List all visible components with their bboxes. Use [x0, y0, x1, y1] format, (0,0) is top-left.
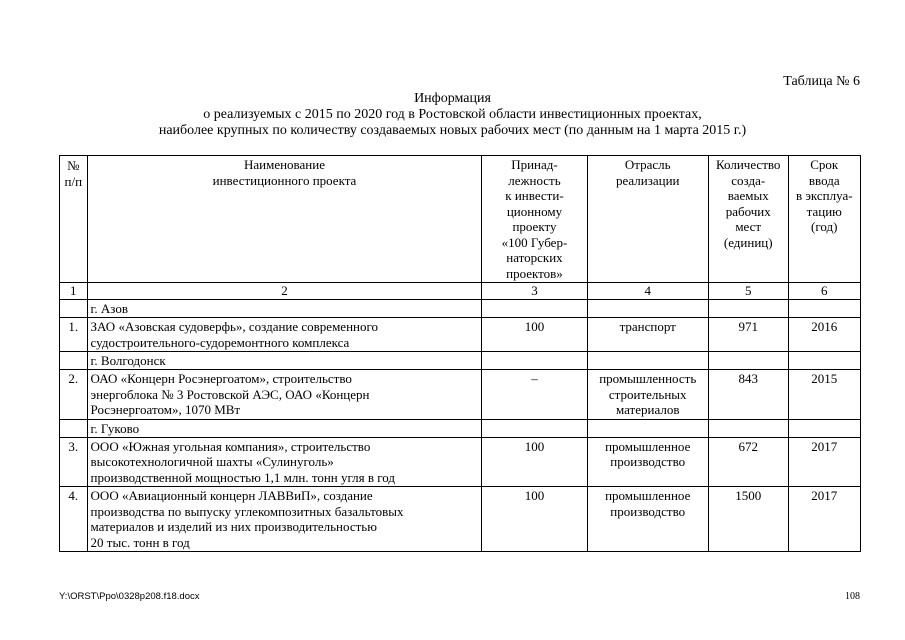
- investment-projects-table: [59, 155, 861, 552]
- table-row: [60, 437, 861, 487]
- header-belonging: Принад- лежность к инвести- ционному проекту «100 Губер- наторских проектов»: [482, 156, 587, 283]
- table-header-row: [60, 156, 861, 283]
- belonging-value: –: [482, 370, 587, 420]
- empty-cell: [708, 419, 788, 437]
- project-name: ОАО «Концерн Росэнергоатом», строительство энергоблока № 3 Ростовской АЭС, ОАО «Концерн Росэнергоатом», 1070 МВт: [87, 370, 482, 420]
- header-jobs: Количество созда- ваемых рабочих мест (единиц): [708, 156, 788, 283]
- column-number: 3: [482, 283, 587, 300]
- branch-value: промышленность строительных материалов: [587, 370, 708, 420]
- project-name: ООО «Авиационный концерн ЛАВВиП», создание производства по выпуску углекомпозитных базальтовых материалов и изделий из них производительностью 20 тыс. тонн в год: [87, 487, 482, 552]
- header-term: Срок ввода в эксплуа- тацию (год): [788, 156, 860, 283]
- column-number: 1: [60, 283, 88, 300]
- table-number-label: Таблица № 6: [783, 74, 860, 89]
- header-number: № п/п: [60, 156, 88, 283]
- column-number: 4: [587, 283, 708, 300]
- project-name: ООО «Южная угольная компания», строительство высокотехнологичной шахты «Сулинуголь» производственной мощностью 1,1 млн. тонн угля в год: [87, 437, 482, 487]
- term-value: 2017: [788, 437, 860, 487]
- term-value: 2016: [788, 318, 860, 352]
- empty-cell: [587, 419, 708, 437]
- empty-cell: [482, 419, 587, 437]
- footer-page-number: 108: [845, 591, 860, 602]
- jobs-value: 1500: [708, 487, 788, 552]
- project-name: ЗАО «Азовская судоверфь», создание современного судостроительного-судоремонтного комплекса: [87, 318, 482, 352]
- column-number: 6: [788, 283, 860, 300]
- column-number: 2: [87, 283, 482, 300]
- empty-cell: [788, 352, 860, 370]
- row-number: 2.: [60, 370, 88, 420]
- table-row: [60, 370, 861, 420]
- city-name: г. Азов: [87, 300, 482, 318]
- city-row: [60, 419, 861, 437]
- document-heading: [0, 91, 905, 139]
- jobs-value: 843: [708, 370, 788, 420]
- column-numbers-row: [60, 283, 861, 300]
- city-name: г. Волгодонск: [87, 352, 482, 370]
- jobs-value: 971: [708, 318, 788, 352]
- belonging-value: 100: [482, 437, 587, 487]
- jobs-value: 672: [708, 437, 788, 487]
- term-value: 2015: [788, 370, 860, 420]
- empty-cell: [587, 352, 708, 370]
- empty-cell: [60, 352, 88, 370]
- empty-cell: [482, 300, 587, 318]
- empty-cell: [708, 300, 788, 318]
- branch-value: промышленное производство: [587, 437, 708, 487]
- city-name: г. Гуково: [87, 419, 482, 437]
- row-number: 4.: [60, 487, 88, 552]
- empty-cell: [587, 300, 708, 318]
- branch-value: промышленное производство: [587, 487, 708, 552]
- column-number: 5: [708, 283, 788, 300]
- header-branch: Отрасль реализации: [587, 156, 708, 283]
- empty-cell: [60, 300, 88, 318]
- belonging-value: 100: [482, 487, 587, 552]
- heading-subtitle-line1: о реализуемых с 2015 по 2020 год в Ростовской области инвестиционных проектах,: [203, 107, 702, 122]
- heading-title: Информация: [414, 91, 491, 106]
- city-row: [60, 300, 861, 318]
- empty-cell: [788, 419, 860, 437]
- heading-subtitle-line2: наиболее крупных по количеству создаваемых новых рабочих мест (по данным на 1 марта 2015 г.): [158, 123, 747, 138]
- belonging-value: 100: [482, 318, 587, 352]
- row-number: 1.: [60, 318, 88, 352]
- empty-cell: [788, 300, 860, 318]
- table-row: [60, 318, 861, 352]
- header-project-name: Наименование инвестиционного проекта: [87, 156, 482, 283]
- empty-cell: [482, 352, 587, 370]
- term-value: 2017: [788, 487, 860, 552]
- empty-cell: [60, 419, 88, 437]
- empty-cell: [708, 352, 788, 370]
- branch-value: транспорт: [587, 318, 708, 352]
- footer-file-path: Y:\ORST\Ppo\0328p208.f18.docx: [59, 591, 200, 602]
- table-row: [60, 487, 861, 552]
- row-number: 3.: [60, 437, 88, 487]
- city-row: [60, 352, 861, 370]
